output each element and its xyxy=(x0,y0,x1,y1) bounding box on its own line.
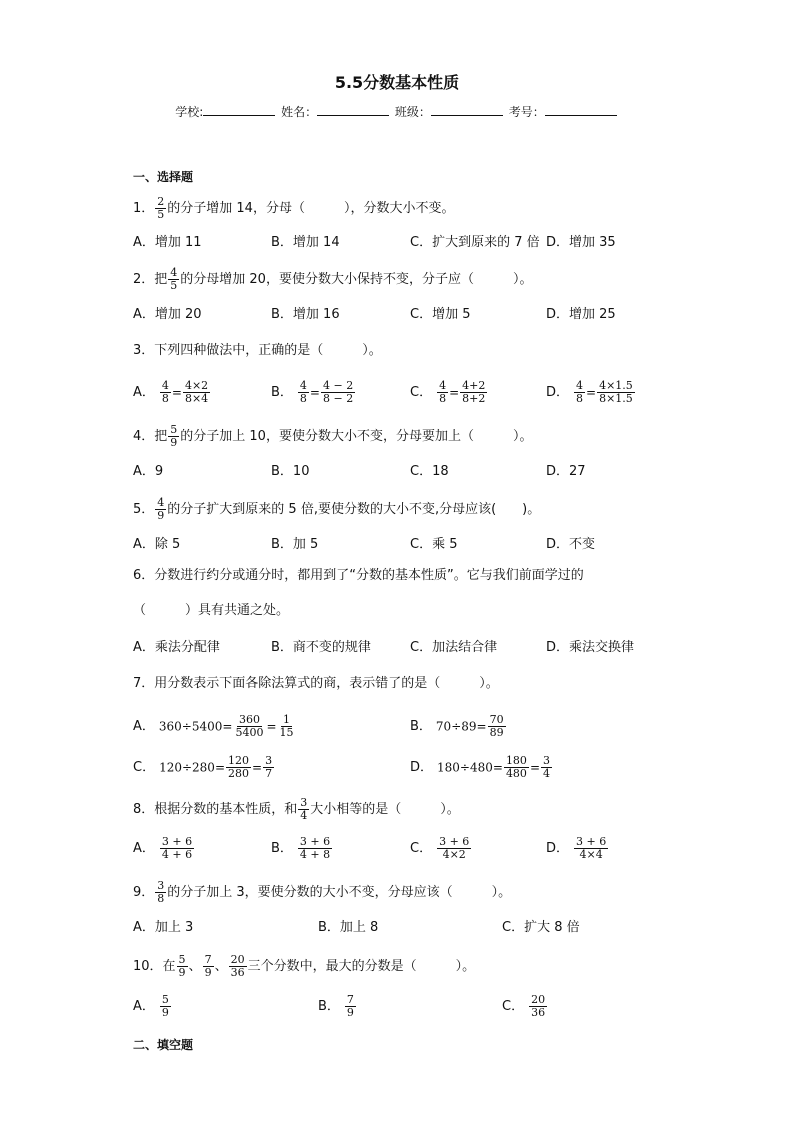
option-label: B． xyxy=(271,385,293,400)
question-3-options xyxy=(0,378,794,408)
option-d[interactable]: D．增加 35 xyxy=(546,235,616,250)
name-blank[interactable] xyxy=(317,103,389,116)
option-a[interactable]: A．乘法分配律 xyxy=(133,640,220,655)
denominator: 8 xyxy=(299,392,307,405)
question-2-options xyxy=(0,305,794,327)
question-text: 的分母增加 20，要使分数大小保持不变，分子应（ ）。 xyxy=(180,272,533,287)
equals-sign: = xyxy=(449,385,460,400)
numerator: 7 xyxy=(204,953,212,966)
denominator: 8 xyxy=(439,392,447,405)
section-heading-fill-in: 二、填空题 xyxy=(133,1038,194,1052)
option-b[interactable]: B．增加 16 xyxy=(271,307,340,322)
numerator: 5 xyxy=(170,423,178,436)
option-b[interactable]: B．商不变的规律 xyxy=(271,640,371,655)
option-c[interactable]: C．乘 5 xyxy=(410,537,458,552)
denominator: 4 + 8 xyxy=(299,848,331,861)
question-number: 9． xyxy=(133,885,155,900)
fraction xyxy=(460,380,487,405)
fraction xyxy=(155,880,166,905)
fraction xyxy=(298,380,309,405)
denominator: 4 + 6 xyxy=(161,848,193,861)
fraction xyxy=(263,755,274,780)
fraction xyxy=(168,424,179,449)
question-10-options xyxy=(0,990,794,1024)
denominator: 8+2 xyxy=(462,392,486,405)
option-d[interactable] xyxy=(546,836,609,861)
fraction xyxy=(226,755,251,780)
option-c[interactable]: C．扩大到原来的 7 倍 xyxy=(410,235,540,250)
option-c[interactable]: C．增加 5 xyxy=(410,307,471,322)
question-8-options xyxy=(0,834,794,866)
option-label: B． xyxy=(410,719,432,734)
question-5-options xyxy=(0,535,794,557)
option-c[interactable]: C．18 xyxy=(410,464,449,479)
option-label: A． xyxy=(133,999,155,1014)
option-a[interactable] xyxy=(133,994,172,1019)
denominator: 9 xyxy=(204,966,212,979)
school-blank[interactable] xyxy=(203,103,275,116)
name-label: 姓名： xyxy=(281,105,318,119)
denominator: 36 xyxy=(531,1006,546,1019)
fraction xyxy=(298,797,309,822)
class-blank[interactable] xyxy=(431,103,503,116)
numerator: 5 xyxy=(161,993,169,1006)
question-10 xyxy=(133,954,475,979)
fraction xyxy=(278,714,296,739)
option-b[interactable]: B．增加 14 xyxy=(271,235,340,250)
fraction xyxy=(233,714,265,739)
fraction xyxy=(160,994,171,1019)
option-label: C． xyxy=(410,841,433,856)
numerator: 4+2 xyxy=(462,379,486,392)
question-1 xyxy=(133,196,454,221)
division-expression: 360÷5400= xyxy=(158,719,233,734)
question-1-options xyxy=(0,233,794,255)
option-label: B． xyxy=(271,841,293,856)
option-b[interactable] xyxy=(271,836,333,861)
question-6-line-2: （ ）具有共通之处。 xyxy=(133,603,290,618)
option-d[interactable]: D．乘法交换律 xyxy=(546,640,635,655)
question-7-options-row-1 xyxy=(0,710,794,742)
denominator: 9 xyxy=(178,966,186,979)
option-b[interactable] xyxy=(318,994,357,1019)
separator: 、 xyxy=(188,959,202,974)
fraction xyxy=(155,497,166,522)
option-a[interactable]: A．除 5 xyxy=(133,537,181,552)
question-9 xyxy=(133,880,511,905)
numerator: 3 + 6 xyxy=(576,835,607,848)
denominator: 15 xyxy=(279,726,294,739)
option-d[interactable]: D．不变 xyxy=(546,537,596,552)
option-c[interactable] xyxy=(502,994,548,1019)
option-a[interactable]: A．增加 11 xyxy=(133,235,202,250)
fraction xyxy=(345,994,356,1019)
numerator: 4 xyxy=(439,379,447,392)
fraction xyxy=(203,954,214,979)
denominator: 4 xyxy=(300,809,308,822)
numerator: 4 xyxy=(170,266,178,279)
class-label: 班级： xyxy=(394,105,431,119)
option-a[interactable]: A．加上 3 xyxy=(133,920,194,935)
option-b[interactable] xyxy=(410,714,507,739)
numerator: 4 xyxy=(576,379,584,392)
question-6-options xyxy=(0,638,794,660)
option-label: A． xyxy=(133,841,155,856)
option-label: A． xyxy=(133,385,155,400)
denominator: 5400 xyxy=(235,726,264,739)
denominator: 9 xyxy=(170,436,178,449)
numerator: 1 xyxy=(283,713,291,726)
question-number: 1． xyxy=(133,201,155,216)
question-6-line-1: 6．分数进行约分或通分时，都用到了“分数的基本性质”。它与我们前面学过的 xyxy=(133,568,584,583)
numerator: 120 xyxy=(228,754,249,767)
numerator: 4 xyxy=(157,496,165,509)
fraction xyxy=(437,836,471,861)
equals-sign: = xyxy=(586,385,597,400)
numerator: 7 xyxy=(346,993,354,1006)
numerator: 360 xyxy=(238,713,260,726)
denominator: 8 xyxy=(157,892,165,905)
fraction xyxy=(574,380,585,405)
question-7: 7．用分数表示下面各除法算式的商，表示错了的是（ ）。 xyxy=(133,676,499,691)
fraction xyxy=(437,380,448,405)
equals-sign: = xyxy=(529,760,540,775)
option-c[interactable] xyxy=(410,380,488,405)
numerator: 180 xyxy=(505,754,527,767)
option-d[interactable] xyxy=(410,755,553,780)
numerator: 3 xyxy=(265,754,273,767)
fraction xyxy=(168,267,179,292)
denominator: 9 xyxy=(161,1006,169,1019)
question-9-options xyxy=(0,918,794,940)
question-number: 8．根据分数的基本性质，和 xyxy=(133,802,298,817)
fraction xyxy=(488,714,506,739)
option-a[interactable] xyxy=(133,714,297,739)
question-text: 三个分数中，最大的分数是（ ）。 xyxy=(247,959,476,974)
fraction xyxy=(504,755,529,780)
option-a[interactable] xyxy=(133,380,211,405)
student-info-line xyxy=(0,103,794,120)
numerator: 3 + 6 xyxy=(299,835,331,848)
numerator: 3 xyxy=(300,796,308,809)
denominator: 4×4 xyxy=(579,848,603,861)
option-a[interactable]: A．9 xyxy=(133,464,164,479)
division-expression: 180÷480= xyxy=(437,760,503,775)
numerator: 4×1.5 xyxy=(599,379,633,392)
option-label: D． xyxy=(410,760,434,775)
fraction xyxy=(529,994,547,1019)
question-2 xyxy=(133,267,532,292)
question-4-options xyxy=(0,462,794,484)
fraction xyxy=(160,380,171,405)
option-d[interactable]: D．增加 25 xyxy=(546,307,616,322)
denominator: 7 xyxy=(265,767,273,780)
exam-no-label: 考号： xyxy=(508,105,545,119)
fraction xyxy=(183,380,210,405)
numerator: 4 xyxy=(299,379,307,392)
section-heading-choice: 一、选择题 xyxy=(133,170,194,184)
fraction xyxy=(155,196,166,221)
question-text: 的分子加上 3，要使分数的大小不变，分母应该（ ）。 xyxy=(167,885,512,900)
option-label: A． xyxy=(133,719,155,734)
numerator: 3 xyxy=(157,879,165,892)
question-number: 10．在 xyxy=(133,959,176,974)
option-label: C． xyxy=(410,385,433,400)
option-b[interactable]: B．10 xyxy=(271,464,310,479)
denominator: 8 xyxy=(161,392,169,405)
school-label: 学校: xyxy=(175,105,204,119)
denominator: 9 xyxy=(157,509,165,522)
numerator: 5 xyxy=(178,953,186,966)
numerator: 70 xyxy=(489,713,504,726)
question-text: 的分子扩大到原来的 5 倍,要使分数的大小不变,分母应该( )。 xyxy=(167,502,541,517)
question-4 xyxy=(133,424,532,449)
option-c[interactable]: C．加法结合律 xyxy=(410,640,498,655)
question-7-options-row-2 xyxy=(0,751,794,783)
question-3: 3．下列四种做法中，正确的是（ ）。 xyxy=(133,343,382,358)
denominator: 480 xyxy=(505,767,527,780)
equals-sign: = xyxy=(309,385,320,400)
numerator: 3 xyxy=(543,754,550,767)
option-d[interactable]: D．27 xyxy=(546,464,586,479)
exam-no-blank[interactable] xyxy=(545,103,617,116)
question-text: 大小相等的是（ ）。 xyxy=(310,802,460,817)
option-label: B． xyxy=(318,999,340,1014)
denominator: 5 xyxy=(157,208,165,221)
numerator: 3 + 6 xyxy=(439,835,470,848)
option-a[interactable]: A．增加 20 xyxy=(133,307,202,322)
option-b[interactable]: B．加 5 xyxy=(271,537,319,552)
question-number: 4．把 xyxy=(133,429,168,444)
option-label: D． xyxy=(546,385,570,400)
option-label: C． xyxy=(133,760,156,775)
fraction xyxy=(160,836,194,861)
question-text: 的分子加上 10，要使分数大小不变，分母要加上（ ）。 xyxy=(180,429,533,444)
division-expression: 70÷89= xyxy=(435,719,487,734)
numerator: 20 xyxy=(230,953,245,966)
option-label: D． xyxy=(546,841,570,856)
denominator: 36 xyxy=(230,966,245,979)
fraction xyxy=(298,836,332,861)
numerator: 3 + 6 xyxy=(161,835,193,848)
numerator: 4 xyxy=(161,379,169,392)
fraction xyxy=(597,380,635,405)
numerator: 2 xyxy=(157,195,165,208)
denominator: 8×1.5 xyxy=(599,392,633,405)
option-d[interactable] xyxy=(546,380,636,405)
page-title: 5.5分数基本性质 xyxy=(334,73,460,92)
fraction xyxy=(229,954,247,979)
denominator: 4×2 xyxy=(442,848,466,861)
denominator: 89 xyxy=(489,726,504,739)
denominator: 280 xyxy=(228,767,249,780)
denominator: 8×4 xyxy=(184,392,209,405)
option-c[interactable] xyxy=(410,836,472,861)
denominator: 9 xyxy=(346,1006,354,1019)
option-a[interactable] xyxy=(133,836,195,861)
numerator: 4 − 2 xyxy=(322,379,354,392)
question-number: 2．把 xyxy=(133,272,168,287)
numerator: 20 xyxy=(531,993,546,1006)
option-c[interactable]: C．扩大 8 倍 xyxy=(502,920,580,935)
denominator: 8 − 2 xyxy=(322,392,354,405)
option-c[interactable] xyxy=(133,755,275,780)
option-label: C． xyxy=(502,999,525,1014)
question-text: 的分子增加 14，分母（ ），分数大小不变。 xyxy=(167,201,455,216)
denominator: 5 xyxy=(170,279,178,292)
equals-sign: = xyxy=(266,719,277,734)
equals-sign: = xyxy=(252,760,263,775)
question-5 xyxy=(133,497,540,522)
fraction xyxy=(321,380,355,405)
denominator: 8 xyxy=(576,392,584,405)
separator: 、 xyxy=(214,959,228,974)
option-b[interactable]: B．加上 8 xyxy=(318,920,379,935)
numerator: 4×2 xyxy=(184,379,209,392)
division-expression: 120÷280= xyxy=(159,760,225,775)
denominator: 4 xyxy=(543,767,550,780)
fraction xyxy=(541,755,552,780)
equals-sign: = xyxy=(171,385,182,400)
fraction xyxy=(177,954,188,979)
question-number: 5． xyxy=(133,502,155,517)
question-8 xyxy=(133,797,460,822)
option-b[interactable] xyxy=(271,380,356,405)
fraction xyxy=(574,836,608,861)
